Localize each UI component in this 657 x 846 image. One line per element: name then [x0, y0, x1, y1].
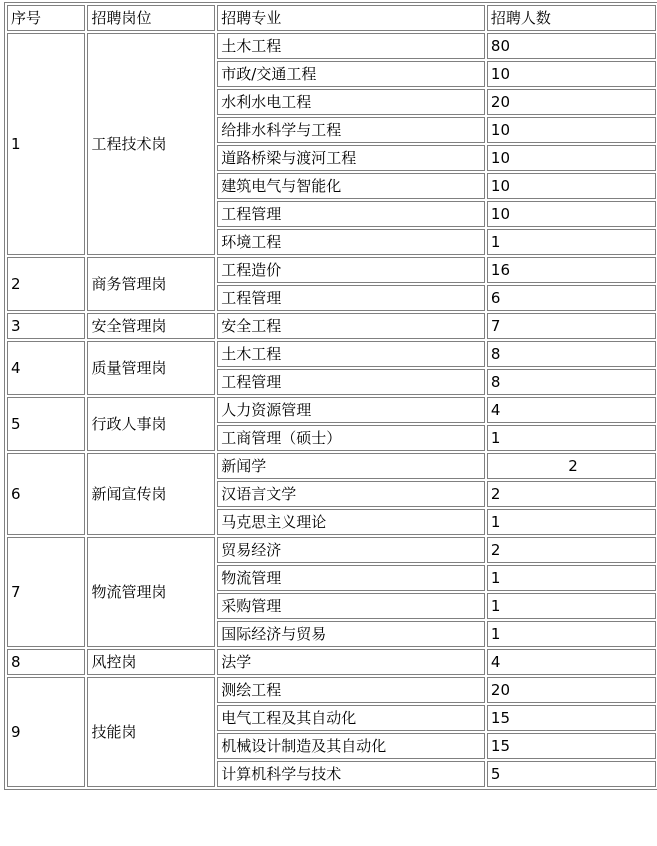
- header-position: 招聘岗位: [87, 5, 215, 31]
- cell-count: 8: [487, 369, 656, 395]
- cell-count: 7: [487, 313, 656, 339]
- cell-serial-no: 7: [7, 537, 85, 647]
- cell-position: 商务管理岗: [87, 257, 215, 311]
- cell-major: 水利水电工程: [217, 89, 485, 115]
- cell-serial-no: 4: [7, 341, 85, 395]
- cell-count: 8: [487, 341, 656, 367]
- cell-position: 工程技术岗: [87, 33, 215, 255]
- cell-count: 4: [487, 649, 656, 675]
- cell-major: 工程管理: [217, 201, 485, 227]
- cell-serial-no: 2: [7, 257, 85, 311]
- cell-major: 安全工程: [217, 313, 485, 339]
- table-row: [7, 33, 656, 59]
- cell-major: 市政/交通工程: [217, 61, 485, 87]
- cell-count: 2: [487, 537, 656, 563]
- table-row: [7, 453, 656, 479]
- header-count: 招聘人数: [487, 5, 656, 31]
- cell-major: 道路桥梁与渡河工程: [217, 145, 485, 171]
- cell-serial-no: 8: [7, 649, 85, 675]
- cell-major: 计算机科学与技术: [217, 761, 485, 787]
- cell-count: 2: [487, 481, 656, 507]
- cell-major: 贸易经济: [217, 537, 485, 563]
- cell-major: 工程造价: [217, 257, 485, 283]
- recruitment-table-body: [7, 5, 656, 787]
- table-row: [7, 649, 656, 675]
- table-row: [7, 397, 656, 423]
- table-row: [7, 677, 656, 703]
- cell-major: 给排水科学与工程: [217, 117, 485, 143]
- cell-count: 10: [487, 61, 656, 87]
- cell-count: 1: [487, 425, 656, 451]
- cell-count: 4: [487, 397, 656, 423]
- cell-serial-no: 5: [7, 397, 85, 451]
- table-row: [7, 313, 656, 339]
- cell-major: 测绘工程: [217, 677, 485, 703]
- cell-major: 工程管理: [217, 285, 485, 311]
- recruitment-table: [4, 2, 657, 790]
- cell-count: 16: [487, 257, 656, 283]
- table-row: [7, 257, 656, 283]
- cell-position: 行政人事岗: [87, 397, 215, 451]
- cell-count: 10: [487, 173, 656, 199]
- cell-major: 工程管理: [217, 369, 485, 395]
- cell-count: 80: [487, 33, 656, 59]
- cell-serial-no: 9: [7, 677, 85, 787]
- cell-count: 6: [487, 285, 656, 311]
- header-major: 招聘专业: [217, 5, 485, 31]
- cell-position: 新闻宣传岗: [87, 453, 215, 535]
- cell-serial-no: 6: [7, 453, 85, 535]
- cell-count: 20: [487, 677, 656, 703]
- cell-serial-no: 1: [7, 33, 85, 255]
- cell-count: 20: [487, 89, 656, 115]
- cell-major: 采购管理: [217, 593, 485, 619]
- cell-count: 10: [487, 201, 656, 227]
- cell-count: 1: [487, 509, 656, 535]
- cell-major: 物流管理: [217, 565, 485, 591]
- cell-position: 技能岗: [87, 677, 215, 787]
- cell-position: 风控岗: [87, 649, 215, 675]
- cell-count: 1: [487, 229, 656, 255]
- cell-count: 15: [487, 733, 656, 759]
- header-row: [7, 5, 656, 31]
- cell-major: 工商管理（硕士）: [217, 425, 485, 451]
- cell-major: 国际经济与贸易: [217, 621, 485, 647]
- cell-count: 2: [487, 453, 656, 479]
- cell-major: 环境工程: [217, 229, 485, 255]
- cell-position: 质量管理岗: [87, 341, 215, 395]
- table-row: [7, 341, 656, 367]
- cell-major: 建筑电气与智能化: [217, 173, 485, 199]
- cell-position: 安全管理岗: [87, 313, 215, 339]
- cell-major: 土木工程: [217, 341, 485, 367]
- cell-count: 15: [487, 705, 656, 731]
- cell-count: 5: [487, 761, 656, 787]
- cell-count: 1: [487, 621, 656, 647]
- cell-major: 马克思主义理论: [217, 509, 485, 535]
- cell-major: 新闻学: [217, 453, 485, 479]
- cell-count: 10: [487, 117, 656, 143]
- cell-count: 10: [487, 145, 656, 171]
- cell-major: 机械设计制造及其自动化: [217, 733, 485, 759]
- cell-position: 物流管理岗: [87, 537, 215, 647]
- cell-serial-no: 3: [7, 313, 85, 339]
- cell-major: 汉语言文学: [217, 481, 485, 507]
- cell-count: 1: [487, 593, 656, 619]
- header-no: 序号: [7, 5, 85, 31]
- cell-major: 土木工程: [217, 33, 485, 59]
- cell-major: 电气工程及其自动化: [217, 705, 485, 731]
- cell-major: 人力资源管理: [217, 397, 485, 423]
- table-row: [7, 537, 656, 563]
- cell-count: 1: [487, 565, 656, 591]
- cell-major: 法学: [217, 649, 485, 675]
